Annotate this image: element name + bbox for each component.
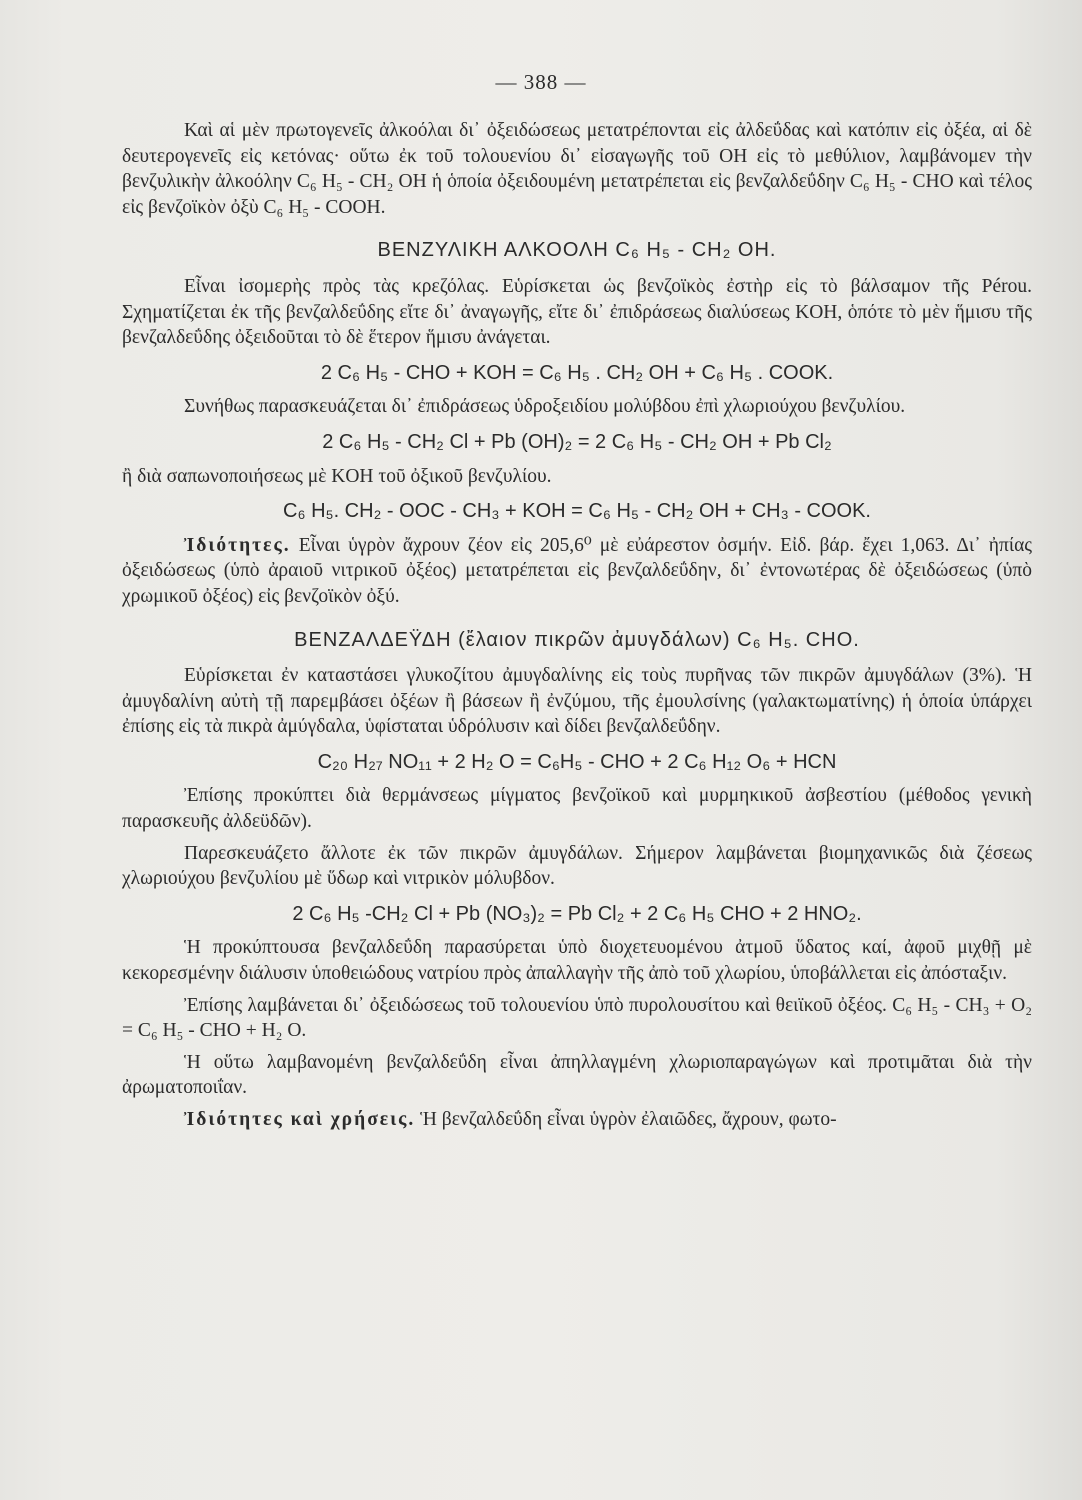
page-number: — 388 — — [495, 70, 587, 94]
block-text: Συνήθως παρασκευάζεται δι᾽ ἐπιδράσεως ὑδροξειδίου μολύβδου ἐπὶ χλωριούχου βενζυλίου. — [184, 396, 906, 418]
paragraph — [122, 841, 1032, 892]
paragraph — [122, 274, 1032, 351]
block-text: Ἡ προκύπτουσα βενζαλδεΰδη παρασύρεται ὑπὸ διοχετευομένου ἀτμοῦ ὕδατος καί, ἀφοῦ μιχθῇ μὲ κεκορεσμένην διάλυσιν ὑποθειώδους νατρίου πρὸς ἀπαλλαγὴν τῆς ἀπὸ τοῦ χλωρίου, ὑποβάλλεται εἰς ἀπόσταξιν. — [122, 937, 1032, 985]
paragraph — [122, 1050, 1032, 1101]
block-text: 2 C₆ H₅ - CHO + KOH = C₆ H₅ . CH₂ OH + C₆ H₅ . COOK. — [320, 361, 834, 384]
chemical-equation — [122, 361, 1032, 387]
paragraph-lead: Ἰδιότητες. — [184, 534, 291, 556]
paragraph — [122, 783, 1032, 834]
block-text: Ἐπίσης προκύπτει διὰ θερμάνσεως μίγματος βενζοϊκοῦ καὶ μυρμηκικοῦ ἀσβεστίου (μέθοδος γενικὴ παρασκευῆς ἀλδεϋδῶν). — [122, 785, 1032, 833]
paragraph — [122, 663, 1032, 740]
chemical-equation — [122, 750, 1032, 776]
chemical-equation — [122, 430, 1032, 456]
paragraph — [122, 118, 1032, 220]
block-text: Εἶναι ὑγρὸν ἄχρουν ζέον εἰς 205,6⁰ μὲ εὐάρεστον ὀσμήν. Εἰδ. βάρ. ἔχει 1,063. Δι᾽ ἠπίας ὀξειδώσεως (ὑπὸ ἀραιοῦ νιτρικοῦ ὀξέος) μετατρέπεται εἰς βενζαλδεΰδην, δι᾽ ἐντονωτέρας δὲ ὀξειδώσεως (ὑπὸ χρωμικοῦ ὀξέος) εἰς βενζοϊκὸν ὀξύ. — [122, 534, 1033, 607]
block-text: Ἡ οὕτω λαμβανομένη βενζαλδεΰδη εἶναι ἀπηλλαγμένη χλωριοπαραγώγων καὶ προτιμᾶται διὰ τὴν ἀρωματοποιΐαν. — [122, 1051, 1032, 1099]
paragraph — [122, 533, 1032, 610]
paragraph — [122, 993, 1032, 1044]
chemical-equation — [122, 499, 1032, 525]
block-text: ἢ διὰ σαπωνοποιήσεως μὲ KOH τοῦ ὀξικοῦ βενζυλίου. — [122, 465, 552, 487]
block-text: Ἐπίσης λαμβάνεται δι᾽ ὀξειδώσεως τοῦ τολουενίου ὑπὸ πυρολουσίτου καὶ θειϊκοῦ ὀξέος. C₆ H₅ - CH₃ + O₂ = C₆ H₅ - CHO + H₂ O. — [122, 994, 1032, 1042]
paragraph — [122, 1107, 1032, 1133]
paragraph — [122, 464, 1032, 490]
block-text: C₆ H₅. CH₂ - OOC - CH₃ + KOH = C₆ H₅ - CH₂ OH + CH₃ - COOK. — [283, 500, 871, 523]
paragraph — [122, 935, 1032, 986]
chemical-equation — [122, 902, 1032, 928]
block-text: C₂₀ H₂₇ NO₁₁ + 2 H₂ O = C₆H₅ - CHO + 2 C₆ H₁₂ O₆ + HCN — [317, 750, 837, 773]
block-text: Εἶναι ἰσομερὴς πρὸς τὰς κρεζόλας. Εὑρίσκεται ὡς βενζοϊκὸς ἐστὴρ εἰς τὸ βάλσαμον τῆς Pérou. Σχηματίζεται ἐκ τῆς βενζαλδεΰδης εἴτε δι᾽ ἀναγωγῆς, εἴτε δι᾽ ἐπιδράσεως διαλύσεως KOH, ὁπότε τὸ μὲν ἥμισυ τῆς βενζαλδεΰδης ὀξειδοῦται τὸ δὲ ἕτερον ἥμισυ ἀνάγεται. — [122, 275, 1032, 349]
block-text: Καὶ αἱ μὲν πρωτογενεῖς ἀλκοόλαι δι᾽ ὀξειδώσεως μετατρέπονται εἰς ἀλδεΰδας καὶ κατόπιν εἰς ὀξέα, αἱ δὲ δευτερογενεῖς εἰς κετόνας· οὕτω ἐκ τοῦ τολουενίου δι᾽ εἰσαγωγῆς τοῦ OH εἰς τὸ μεθύλιον, λαμβάνομεν τὴν βενζυλικὴν ἀλκοόλην C₆ H₅ - CH₂ OH ἡ ὁποία ὀξειδουμένη μετατρέπεται εἰς βενζαλδεΰδην C₆ H₅ - CHO καὶ τέλος εἰς βενζοϊκὸν ὀξὺ C₆ H₅ - COOH. — [122, 120, 1032, 218]
block-text: Παρεσκευάζετο ἄλλοτε ἐκ τῶν πικρῶν ἀμυγδάλων. Σήμερον λαμβάνεται βιομηχανικῶς διὰ ζέσεως χλωριούχου βενζυλίου μὲ ὕδωρ καὶ νιτρικὸν μόλυβδον. — [122, 842, 1032, 890]
paragraph-lead: Ἰδιότητες καὶ χρήσεις. — [184, 1109, 416, 1130]
block-text: ΒΕΝΖΑΛΔΕΫΔΗ (ἔλαιον πικρῶν ἀμυγδάλων) C₆ H₅. CHO. — [294, 628, 860, 651]
block-text: 2 C₆ H₅ - CH₂ Cl + Pb (OH)₂ = 2 C₆ H₅ - CH₂ OH + Pb Cl₂ — [322, 430, 832, 453]
block-text: 2 C₆ H₅ -CH₂ Cl + Pb (NO₃)₂ = Pb Cl₂ + 2 C₆ H₅ CHO + 2 HNO₂. — [292, 902, 862, 925]
page-body — [122, 118, 1032, 1139]
section-heading — [122, 628, 1032, 654]
block-text: ΒΕΝΖΥΛΙΚΗ ΑΛΚΟΟΛΗ C₆ H₅ - CH₂ OH. — [377, 239, 777, 262]
section-heading — [122, 238, 1032, 264]
paragraph — [122, 394, 1032, 420]
block-text: Εὑρίσκεται ἐν καταστάσει γλυκοζίτου ἀμυγδαλίνης εἰς τοὺς πυρῆνας τῶν πικρῶν ἀμυγδάλων (3%). Ἡ ἀμυγδαλίνη αὐτὴ τῇ παρεμβάσει ὀξέων ἢ βάσεων ἢ ἐνζύμου, τῆς ἐμουλσίνης (γαλακτωματίνης) ἡ ὁποία ὑπάρχει ἐπίσης εἰς τὰ πικρὰ ἀμύγδαλα, ὑφίσταται ὑδρόλυσιν καὶ δίδει βενζαλδεΰδην. — [122, 665, 1032, 738]
block-text: Ἡ βενζαλδεΰδη εἶναι ὑγρὸν ἐλαιῶδες, ἄχρουν, φωτο- — [420, 1109, 837, 1130]
